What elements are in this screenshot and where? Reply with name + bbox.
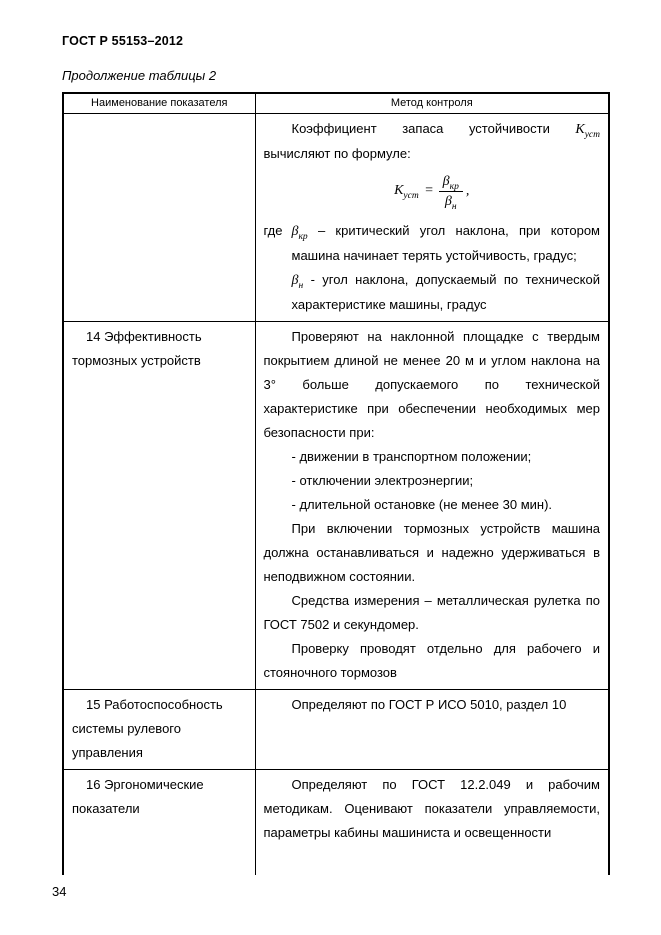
table-caption: Продолжение таблицы 2 [62, 68, 217, 83]
definition-beta-n [292, 268, 601, 317]
fraction-denominator: $\beta_н$ [444, 193, 457, 212]
method-cell [255, 321, 609, 689]
indicator-name: 14 Эффективность тормозных устройств [72, 328, 202, 368]
list-item: - длительной остановке (не менее 30 мин). [291, 496, 553, 512]
paragraph: При включении тормозных устройств машина должна останавливаться и надежно удерживаться в неподвижном состоянии. [263, 520, 600, 584]
formula-k-ust [264, 173, 601, 210]
list-item: - отключении электроэнергии; [291, 472, 474, 488]
paragraph: Средства измерения – металлическая рулетка по ГОСТ 7502 и секундомер. [263, 592, 600, 632]
paragraph [264, 117, 601, 166]
where-label: где [263, 222, 283, 238]
where-block [264, 219, 601, 317]
table-row-16 [63, 769, 609, 875]
definition-beta-kr [292, 219, 601, 268]
formula-lhs: $К_{уст}$ [394, 183, 419, 202]
table-row-formula [63, 113, 609, 321]
list-item: - движении в транспортном положении; [291, 448, 532, 464]
variable-k-ust: $К_{уст}$ [575, 121, 600, 140]
indicator-cell-empty [63, 113, 255, 321]
fraction [439, 173, 463, 210]
paragraph: Проверку проводят отдельно для рабочего и стояночного тормозов [263, 640, 600, 680]
paragraph: Определяют по ГОСТ 12.2.049 и рабочим методикам. Оценивают показатели управляемости, параметры кабины машиниста и освещенности [263, 776, 600, 840]
text-run: Коэффициент запаса устойчивости [291, 120, 576, 136]
indicator-name: 15 Работоспособность системы рулевого управления [72, 696, 223, 760]
method-cell [255, 769, 609, 875]
equals-sign: = [424, 183, 434, 199]
indicator-cell [63, 321, 255, 689]
indicator-cell [63, 769, 255, 875]
control-methods-table [62, 92, 610, 875]
paragraph: Проверяют на наклонной площадке с твердым покрытием длиной не менее 20 м и углом наклона на 3° больше допускаемого по технической характеристике при обеспечении необходимых мер безопасности при: [263, 328, 600, 440]
table-row-14 [63, 321, 609, 689]
variable-beta-kr: $\beta_{кр}$ [291, 223, 308, 242]
page-number: 34 [52, 884, 67, 899]
text-run: - угол наклона, допускаемый по технической характеристике машины, градус [291, 271, 600, 312]
method-cell [255, 689, 609, 769]
doc-number: ГОСТ Р 55153–2012 [62, 34, 184, 48]
text-run: вычисляют по формуле: [263, 145, 411, 161]
table-row-15 [63, 689, 609, 769]
col-header-method: Метод контроля [255, 93, 609, 113]
table-header-row [63, 93, 609, 113]
fraction-numerator: $\beta_{кр}$ [439, 173, 463, 192]
paragraph: Определяют по ГОСТ Р ИСО 5010, раздел 10 [291, 696, 567, 712]
method-cell [255, 113, 609, 321]
indicator-name: 16 Эргономические показатели [72, 776, 204, 816]
col-header-indicator: Наименование показателя [63, 93, 255, 113]
text-run: – критический угол наклона, при котором машина начинает терять устойчивость, градус; [291, 222, 600, 263]
variable-beta-n: $\beta_н$ [291, 272, 304, 291]
formula-comma: , [465, 183, 470, 199]
indicator-cell [63, 689, 255, 769]
